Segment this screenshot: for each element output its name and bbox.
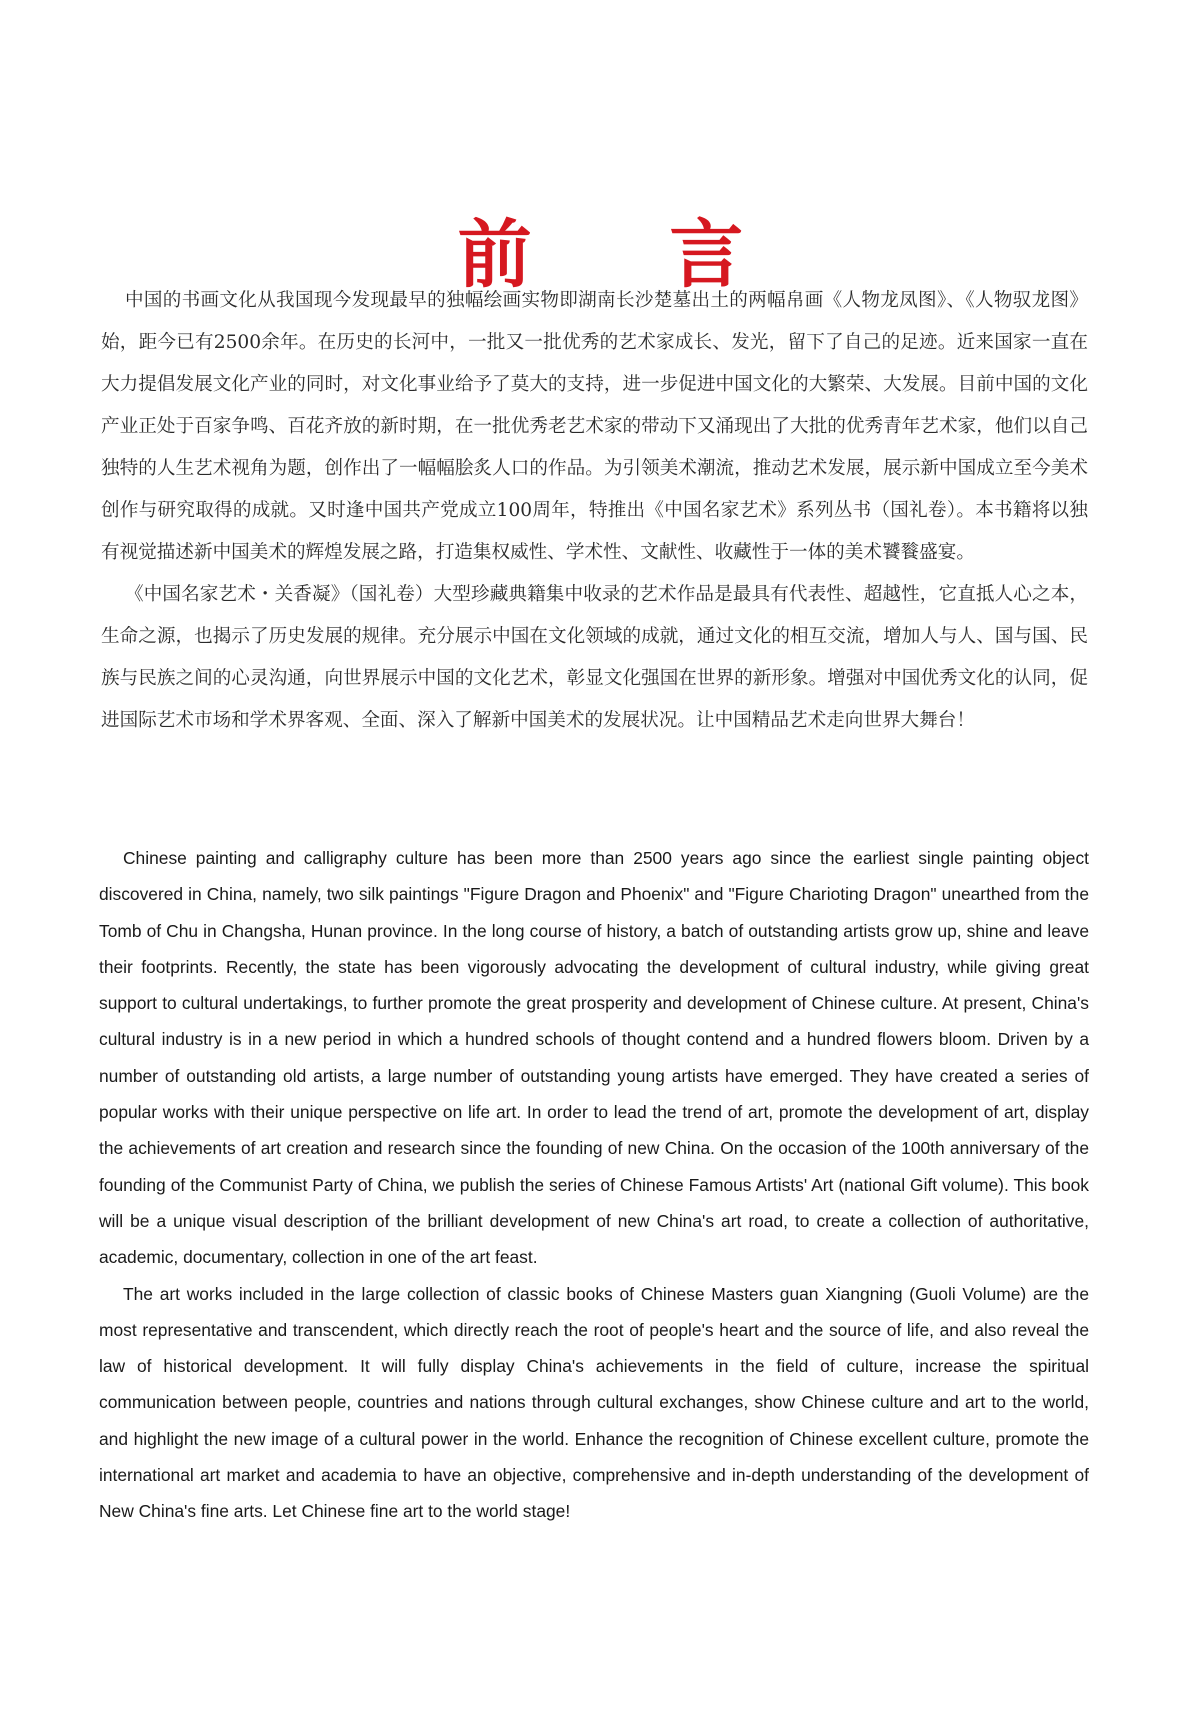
english-paragraph-1: Chinese painting and calligraphy culture has been more than 2500 years ago since the earliest single painting object discovered in China, namely, two silk paintings "Figure Dragon and Phoenix" and "Figure Charioting Dragon" unearthed from the Tomb of Chu in Changsha, Hunan province. In the long course of history, a batch of outstanding artists grow up, shine and leave their footprints. Recently, the state has been vigorously advocating the development of cultural industry, while giving great support to cultural undertakings, to further promote the great prosperity and development of Chinese culture. At present, China's cultural industry is in a new period in which a hundred schools of thought contend and a hundred flowers bloom. Driven by a number of outstanding old artists, a large number of outstanding young artists have emerged. They have created a series of popular works with their unique perspective on life art. In order to lead the trend of art, promote the development of art, display the achievements of art creation and research since the founding of new China. On the occasion of the 100th anniversary of the founding of the Communist Party of China, we publish the series of Chinese Famous Artists' Art (national Gift volume). This book will be a unique visual description of the brilliant development of new China's art road, to create a collection of authoritative, academic, documentary, collection in one of the art feast. [99,848,1089,1268]
page-title: 前 言 [457,211,800,298]
chinese-body [101,280,1088,742]
english-body [99,840,1089,1530]
english-paragraph-2: The art works included in the large collection of classic books of Chinese Masters guan Xiangning (Guoli Volume) are the most representative and transcendent, which directly reach the root of people's heart and the source of life, and also reveal the law of historical development. It will fully display China's achievements in the field of culture, increase the spiritual communication between people, countries and nations through cultural exchanges, show Chinese culture and art to the world, and highlight the new image of a cultural power in the world. Enhance the recognition of Chinese excellent culture, promote the international art market and academia to have an objective, comprehensive and in-depth understanding of the development of New China's fine arts. Let Chinese fine art to the world stage! [99,1283,1089,1522]
chinese-paragraph-2: 《中国名家艺术・关香凝》（国礼卷）大型珍藏典籍集中收录的艺术作品是最具有代表性、超越性，它直抵人心之本，生命之源，也揭示了历史发展的规律。充分展示中国在文化领域的成就，通过文化的相互交流，增加人与人、国与国、民族与民族之间的心灵沟通，向世界展示中国的文化艺术，彰显文化强国在世界的新形象。增强对中国优秀文化的认同，促进国际艺术市场和学术界客观、全面、深入了解新中国美术的发展状况。让中国精品艺术走向世界大舞台！ [101,584,1088,731]
chinese-paragraph-1: 中国的书画文化从我国现今发现最早的独幅绘画实物即湖南长沙楚墓出土的两幅帛画《人物龙凤图》、《人物驭龙图》始，距今已有2500余年。在历史的长河中，一批又一批优秀的艺术家成长、发光，留下了自己的足迹。近来国家一直在大力提倡发展文化产业的同时，对文化事业给予了莫大的支持，进一步促进中国文化的大繁荣、大发展。目前中国的文化产业正处于百家争鸣、百花齐放的新时期，在一批优秀老艺术家的带动下又涌现出了大批的优秀青年艺术家，他们以自己独特的人生艺术视角为题，创作出了一幅幅脍炙人口的作品。为引领美术潮流，推动艺术发展，展示新中国成立至今美术创作与研究取得的成就。又时逢中国共产党成立100周年，特推出《中国名家艺术》系列丛书（国礼卷）。本书籍将以独有视觉描述新中国美术的辉煌发展之路，打造集权威性、学术性、文献性、收藏性于一体的美术饕餮盛宴。 [101,290,1088,563]
